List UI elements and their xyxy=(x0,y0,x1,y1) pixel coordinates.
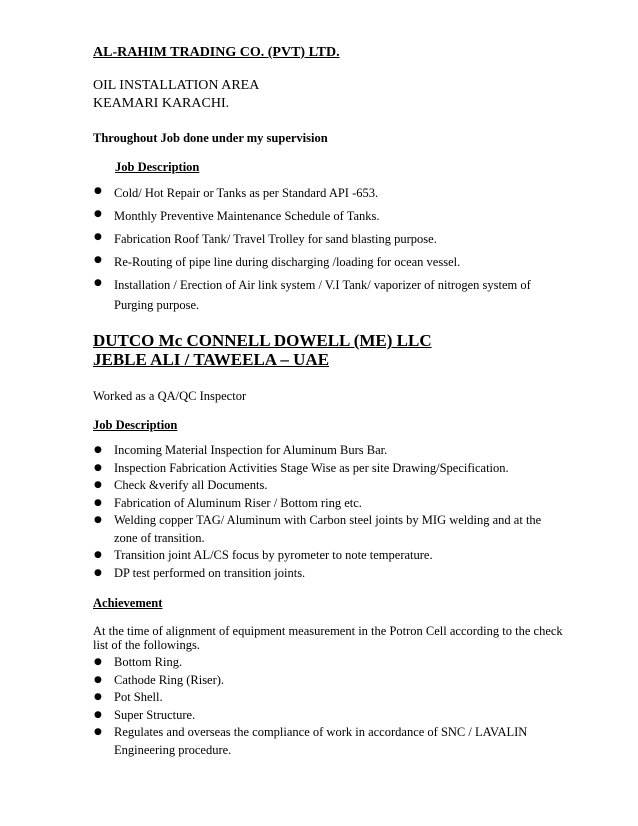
company2-duty-list xyxy=(94,442,541,582)
company2-name: DUTCO Mc CONNELL DOWELL (ME) LLC xyxy=(93,331,432,350)
list-item: ● Incoming Material Inspection for Aluminum Burs Bar. xyxy=(94,442,541,460)
company1-note: Throughout Job done under my supervision xyxy=(93,131,328,145)
achievement-continuation: Engineering procedure. xyxy=(114,742,232,757)
achievement-heading: Achievement xyxy=(93,596,163,610)
list-item: ● Inspection Fabrication Activities Stage Wise as per site Drawing/Specification. xyxy=(94,460,541,478)
bullet-icon: ● xyxy=(94,567,102,578)
achievement-list xyxy=(94,654,527,759)
bullet-icon: ● xyxy=(94,480,102,490)
bullet-icon: ● xyxy=(94,550,102,560)
duty-continuation: zone of transition. xyxy=(114,530,205,545)
company2-location: JEBLE ALI / TAWEELA – UAE xyxy=(93,350,330,369)
list-item: ● Bottom Ring. xyxy=(94,654,527,672)
list-item: ● Transition joint AL/CS focus by pyrometer to note temperature. xyxy=(94,547,541,565)
list-item: ● DP test performed on transition joints. xyxy=(94,565,541,583)
list-item: ● Fabrication Roof Tank/ Travel Trolley for sand blasting purpose. xyxy=(94,232,437,246)
list-item: ● Cathode Ring (Riser). xyxy=(94,672,527,690)
list-item: ● Cold/ Hot Repair or Tanks as per Standard API -653. xyxy=(94,186,379,200)
bullet-icon: ● xyxy=(94,255,102,265)
list-item: ● Welding copper TAG/ Aluminum with Carbon steel joints by MIG welding and at the zone of transition. xyxy=(94,513,542,545)
bullet-icon: ● xyxy=(94,674,102,685)
bullet-icon: ● xyxy=(94,462,102,473)
bullet-icon: ● xyxy=(94,692,102,702)
company2-job-heading: Job Description xyxy=(93,418,178,432)
bullet-icon: ● xyxy=(94,186,102,196)
achievement-intro-line2: list of the followings. xyxy=(93,638,200,652)
list-item: ● Re-Routing of pipe line during discharging /loading for ocean vessel. xyxy=(94,255,461,269)
company1-duty-list xyxy=(94,186,531,301)
list-item: ● Installation / Erection of Air link system / V.I Tank/ vaporizer of nitrogen system of xyxy=(94,278,531,292)
bullet-icon: ● xyxy=(94,727,102,737)
list-item: ● Regulates and overseas the compliance of work in accordance of SNC / LAVALIN Engineering procedure. xyxy=(94,725,528,757)
bullet-icon: ● xyxy=(94,278,102,288)
achievement-intro-line1: At the time of alignment of equipment measurement in the Potron Cell according to the check xyxy=(93,624,563,638)
bullet-icon: ● xyxy=(94,709,102,720)
bullet-icon: ● xyxy=(94,232,102,242)
company1-duty-continuation: Purging purpose. xyxy=(114,298,200,312)
bullet-icon: ● xyxy=(94,445,102,455)
bullet-icon: ● xyxy=(94,657,102,667)
company1-name: AL-RAHIM TRADING CO. (PVT) LTD. xyxy=(93,45,340,60)
bullet-icon: ● xyxy=(94,497,102,508)
list-item: ● Pot Shell. xyxy=(94,689,527,707)
bullet-icon: ● xyxy=(94,209,102,219)
company1-job-heading: Job Description xyxy=(115,160,200,174)
company1-address-line2: KEAMARI KARACHI. xyxy=(93,96,230,111)
list-item: ● Fabrication of Aluminum Riser / Bottom ring etc. xyxy=(94,495,541,513)
list-item: ● Monthly Preventive Maintenance Schedule of Tanks. xyxy=(94,209,380,223)
bullet-icon: ● xyxy=(94,515,102,525)
company2-role: Worked as a QA/QC Inspector xyxy=(93,389,247,403)
list-item: ● Super Structure. xyxy=(94,707,527,725)
list-item: ● Check &verify all Documents. xyxy=(94,477,541,495)
company1-address-line1: OIL INSTALLATION AREA xyxy=(93,78,260,93)
